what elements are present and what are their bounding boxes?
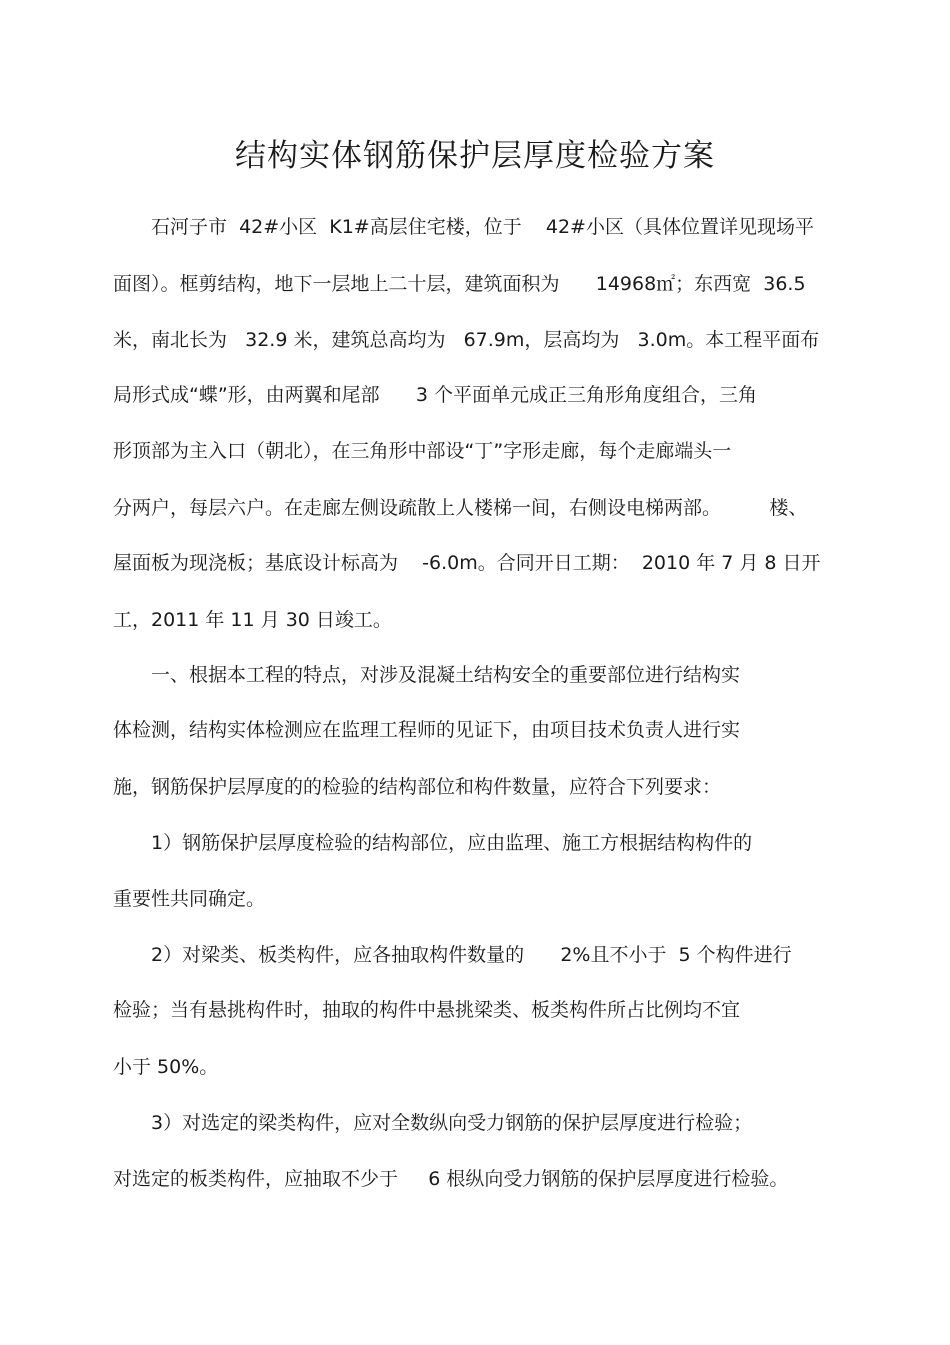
document-title: 结构实体钢筋保护层厚度检验方案 [235, 138, 715, 174]
paragraph-line: 1）钢筋保护层厚度检验的结构部位，应由监理、施工方根据结构构件的 [113, 832, 753, 854]
paragraph-line: 对选定的板类构件，应抽取不少于 6 根纵向受力钢筋的保护层厚度进行检验。 [113, 1168, 789, 1190]
paragraph-line: 面图）。框剪结构，地下一层地上二十层，建筑面积为 14968㎡；东西宽 36.5 [113, 273, 806, 295]
paragraph-line: 2）对梁类、板类构件，应各抽取构件数量的 2%且不小于 5 个构件进行 [113, 944, 792, 966]
paragraph-line: 分两户，每层六户。在走廊左侧设疏散上人楼梯一间，右侧设电梯两部。 楼、 [113, 497, 808, 519]
paragraph-line: 重要性共同确定。 [113, 888, 266, 910]
paragraph-line: 屋面板为现浇板；基底设计标高为 -6.0m。合同开日工期： 2010 年 7 月 8 日开 [113, 552, 821, 574]
paragraph-line: 小于 50%。 [113, 1056, 219, 1078]
paragraph-line: 工，2011 年 11 月 30 日竣工。 [113, 609, 392, 631]
paragraph-line: 体检测，结构实体检测应在监理工程师的见证下，由项目技术负责人进行实 [113, 719, 741, 741]
paragraph-line: 3）对选定的梁类构件，应对全数纵向受力钢筋的保护层厚度进行检验； [113, 1112, 753, 1134]
paragraph-line: 检验；当有悬挑构件时，抽取的构件中悬挑梁类、板类构件所占比例均不宜 [113, 999, 741, 1021]
paragraph-line: 施，钢筋保护层厚度的的检验的结构部位和构件数量，应符合下列要求： [113, 776, 722, 798]
paragraph-line: 米，南北长为 32.9 米，建筑总高均为 67.9m，层高均为 3.0m。本工程平面布 [113, 329, 820, 351]
paragraph-line: 局形式成“蝶”形，由两翼和尾部 3 个平面单元成正三角形角度组合，三角 [113, 384, 758, 406]
paragraph-line: 石河子市 42#小区 K1#高层住宅楼，位于 42#小区（具体位置详见现场平 [113, 216, 814, 238]
paragraph-line: 一、根据本工程的特点，对涉及混凝土结构安全的重要部位进行结构实 [113, 664, 741, 686]
paragraph-line: 形顶部为主入口（朝北），在三角形中部设“丁”字形走廊，每个走廊端头一 [113, 440, 732, 462]
